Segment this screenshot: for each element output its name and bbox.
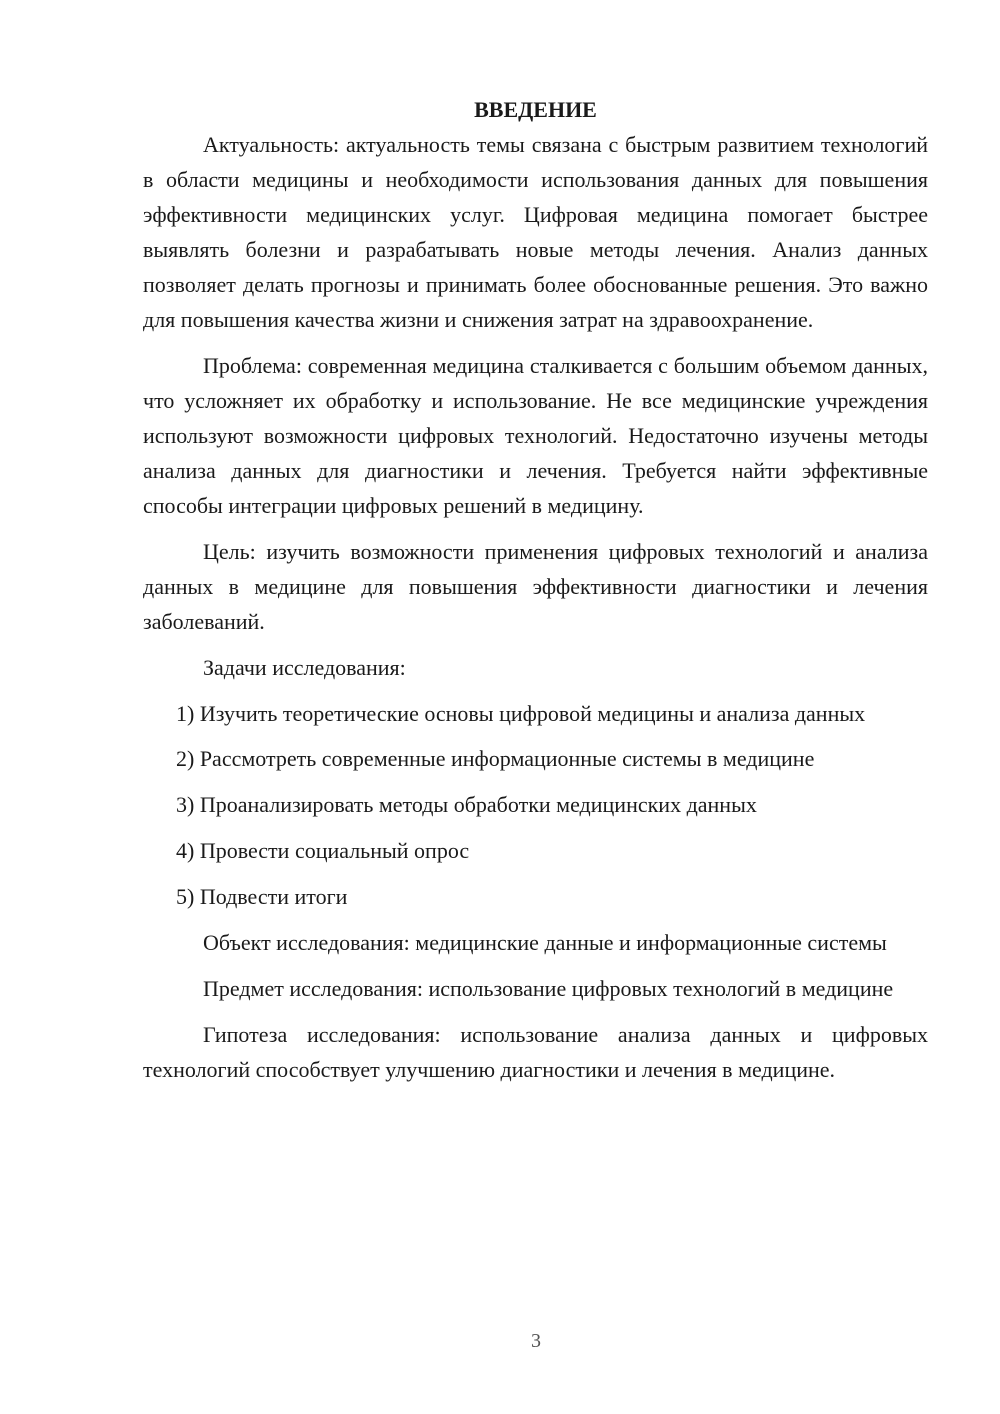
paragraph-hypothesis: Гипотеза исследования: использование анализа данных и цифровых технологий способствует улучшению диагностики и лечения в медицине.: [143, 1022, 928, 1082]
task-item: 4) Провести социальный опрос: [176, 838, 470, 863]
paragraph-goal: Цель: изучить возможности применения цифровых технологий и анализа данных в медицине для повышения эффективности диагностики и лечения заболеваний.: [143, 539, 928, 634]
page-number: 3: [531, 1330, 541, 1352]
task-item: 1) Изучить теоретические основы цифровой медицины и анализа данных: [176, 701, 866, 726]
paragraph-object: Объект исследования: медицинские данные и информационные системы: [203, 930, 887, 955]
document-page: [143, 92, 928, 1098]
task-item: 2) Рассмотреть современные информационные системы в медицине: [176, 746, 815, 771]
paragraph-relevance: Актуальность: актуальность темы связана с быстрым развитием технологий в области медицины и необходимости использования данных для повышения эффективности медицинских услуг. Цифровая медицина помогает быстрее выявлять болезни и разрабатывать новые методы лечения. Анализ данных позволяет делать прогнозы и принимать более обоснованные решения. Это важно для повышения качества жизни и снижения затрат на здравоохранение.: [143, 132, 928, 332]
tasks-heading: Задачи исследования:: [203, 655, 406, 680]
paragraph-problem: Проблема: современная медицина сталкивается с большим объемом данных, что усложняет их обработку и использование. Не все медицинские учреждения используют возможности цифровых технологий. Недостаточно изучены методы анализа данных для диагностики и лечения. Требуется найти эффективные способы интеграции цифровых решений в медицину.: [143, 353, 928, 518]
page-title: ВВЕДЕНИЕ: [474, 97, 597, 122]
task-item: 3) Проанализировать методы обработки медицинских данных: [176, 792, 757, 817]
paragraph-subject: Предмет исследования: использование цифровых технологий в медицине: [203, 976, 894, 1001]
task-item: 5) Подвести итоги: [176, 884, 348, 909]
